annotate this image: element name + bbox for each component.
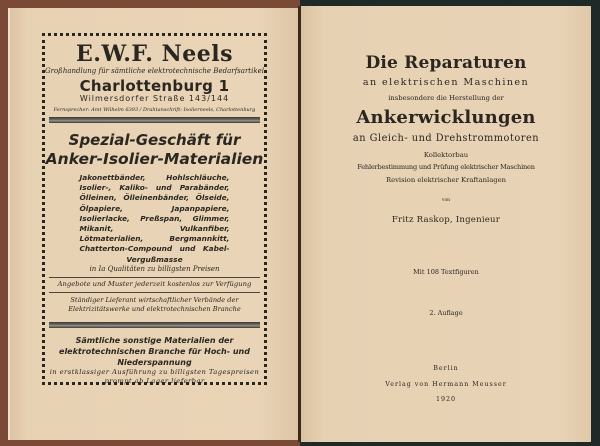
book-author: Fritz Raskop, Ingenieur: [391, 215, 501, 225]
ad-contact: Fernsprecher: Amt Wilhelm 6393 / Drahtanschrift: Isolierneels, Charlottenburg: [53, 107, 256, 113]
ad-specialty-line1: Spezial-Geschäft für: [68, 131, 241, 149]
ad-misc-detail: in erstklassiger Ausführung zu billigsten Tagespreisen prompt ab Lager lieferbar: [49, 367, 260, 385]
ad-supplier: Ständiger Lieferant wirtschaftlicher Verbände der Elektrizitätswerke und elektrotechnischen Branche: [68, 295, 241, 313]
ad-divider-bar: [49, 117, 260, 123]
book-intro: insbesondere die Herstellung der: [388, 94, 504, 102]
ad-street: Wilmersdorfer Straße 143/144: [79, 94, 230, 103]
ad-city: Charlottenburg 1: [79, 77, 230, 95]
book-topic: Kollektorbau: [423, 151, 469, 159]
book-topic: Fehlerbestimmung und Prüfung elektrischer Maschinen: [357, 163, 535, 171]
book-edition: 2. Auflage: [429, 309, 463, 317]
ad-tagline: Großhandlung für sämtliche elektrotechnische Bedarfsartikel: [45, 67, 264, 75]
ad-offer: Angebote und Muster jederzeit kostenlos zur Verfügung: [57, 279, 252, 288]
publisher-city: Berlin: [433, 365, 459, 372]
book-figures: Mit 108 Textfiguren: [413, 268, 479, 276]
ad-specialty-line2: Anker-Isolier-Materialien: [45, 150, 264, 168]
ad-materials-list: Jakonettbänder, Hohlschläuche, Isolier-, Kaliko- und Parabänder, Ölleinen, Ölleinenbänder, Ölseide, Ölpapiere, Japanpapiere, Isolierlacke, Preßspan, Glimmer, Mikanit, Vulkanfiber, Lötmaterialien, Bergmannkitt, Chatterton-Compound und Kabel-Vergußmasse: [79, 173, 230, 264]
publication-year: 1920: [435, 396, 457, 403]
book-by: von: [441, 198, 451, 203]
advertisement-box: [42, 33, 267, 385]
book-title: Die Reparaturen: [365, 53, 527, 73]
ad-quality-note: in Ia Qualitäten zu billigsten Preisen: [89, 264, 220, 273]
book-main-title: Ankerwicklungen: [356, 107, 536, 128]
ad-divider-rule: [49, 277, 260, 278]
book-main-subtitle: an Gleich- und Drehstrommotoren: [352, 133, 540, 144]
book-subtitle: an elektrischen Maschinen: [362, 77, 530, 88]
ad-company-name: E.W.F. Neels: [76, 41, 233, 67]
title-page: [301, 6, 591, 442]
book-topic: Revision elektrischer Kraftanlagen: [385, 176, 507, 184]
ad-misc-materials: Sämtliche sonstige Materialien der elektrotechnischen Branche für Hoch- und Niederspannung: [59, 335, 250, 367]
publisher-name: Verlag von Hermann Meusser: [385, 381, 507, 388]
ad-divider-rule: [49, 292, 260, 293]
ad-divider-bar: [49, 322, 260, 328]
